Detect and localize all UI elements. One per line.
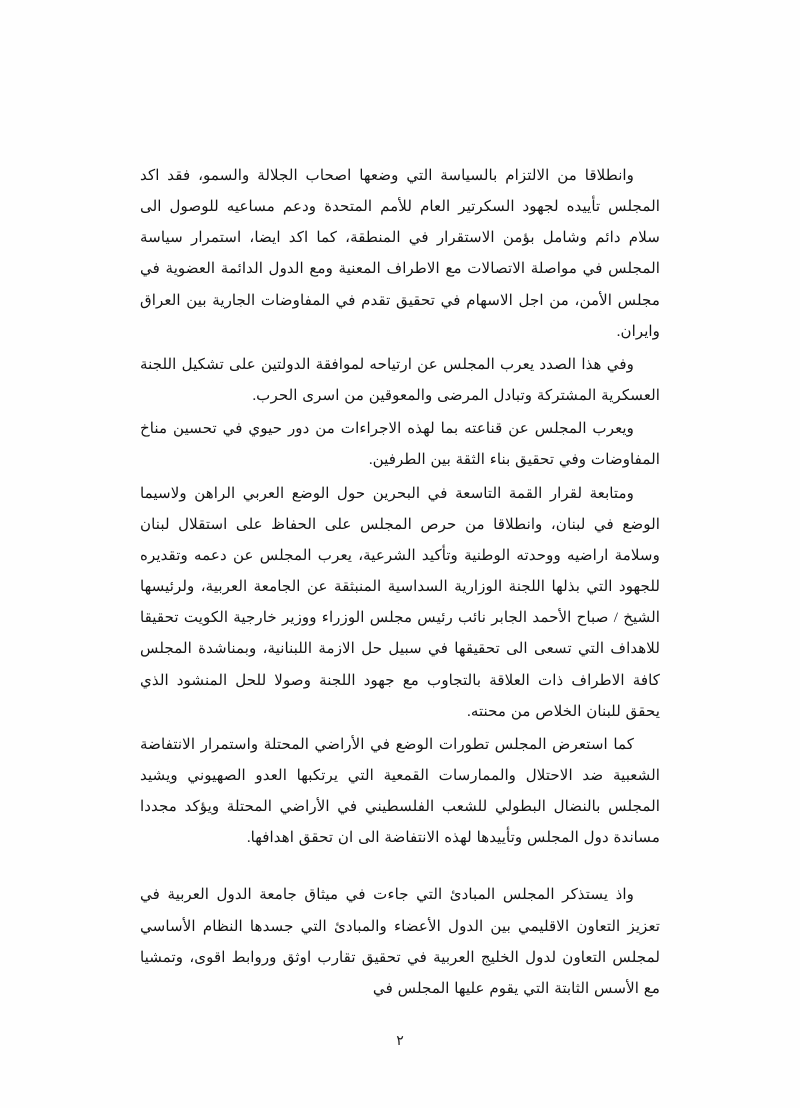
page-number: ٢ bbox=[396, 1034, 404, 1049]
document-body bbox=[140, 160, 660, 1006]
paragraph: ويعرب المجلس عن قناعته بما لهذه الاجراءات من دور حيوي في تحسين مناخ المفاوضات وفي تحقيق بناء الثقة بين الطرفين. bbox=[140, 420, 660, 469]
paragraph: كما استعرض المجلس تطورات الوضع في الأراضي المحتلة واستمرار الانتفاضة الشعبية ضد الاحتلال والممارسات القمعية التي يرتكبها العدو الصهيوني ويشيد المجلس بالنضال البطولي للشعب الفلسطيني في الأراضي المحتلة ويؤكد مجددا مساندة دول المجلس وتأييدها لهذه الانتفاضة الى ان تحقق اهدافها. bbox=[140, 735, 660, 847]
paragraph: واذ يستذكر المجلس المبادئ التي جاءت في ميثاق جامعة الدول العربية في تعزيز التعاون الاقليمي بين الدول الأعضاء والمبادئ التي جسدها النظام الأساسي لمجلس التعاون لدول الخليج العربية في تحقيق تقارب اوثق وروابط اقوى، وتمشيا مع الأسس الثابتة التي يقوم عليها المجلس في bbox=[140, 886, 660, 997]
paragraph: ومتابعة لقرار القمة التاسعة في البحرين حول الوضع العربي الراهن ولاسيما الوضع في لبنان، وانطلاقا من حرص المجلس على الحفاظ على استقلال لبنان وسلامة اراضيه ووحدته الوطنية وتأكيد الشرعية، يعرب المجلس عن دعمه وتقديره للجهود التي بذلها اللجنة الوزارية السداسية المنبثقة عن الجامعة العربية، ولرئيسها الشيخ / صباح الأحمد الجابر نائب رئيس مجلس الوزراء ووزير خارجية الكويت تحقيقا للاهداف التي تسعى الى تحقيقها في سبيل حل الازمة اللبنانية، وبمناشدة المجلس كافة الاطراف ذات العلاقة بالتجاوب مع جهود اللجنة وصولا للحل المنشود الذي يحقق للبنان الخلاص من محنته. bbox=[140, 484, 660, 720]
paragraph: وانطلاقا من الالتزام بالسياسة التي وضعها اصحاب الجلالة والسمو، فقد اكد المجلس تأييده لجهود السكرتير العام للأمم المتحدة ودعم مساعيه للوصول الى سلام دائم وشامل بؤمن الاستقرار في المنطقة، كما اكد ايضا، استمرار سياسة المجلس في مواصلة الاتصالات مع الاطراف المعنية ومع الدول الدائمة العضوية في مجلس الأمن، من اجل الاسهام في تحقيق تقدم في المفاوضات الجارية بين العراق وايران. bbox=[140, 167, 660, 340]
paragraph: وفي هذا الصدد يعرب المجلس عن ارتياحه لموافقة الدولتين على تشكيل اللجنة العسكرية المشتركة وتبادل المرضى والمعوقين من اسرى الحرب. bbox=[140, 355, 660, 405]
